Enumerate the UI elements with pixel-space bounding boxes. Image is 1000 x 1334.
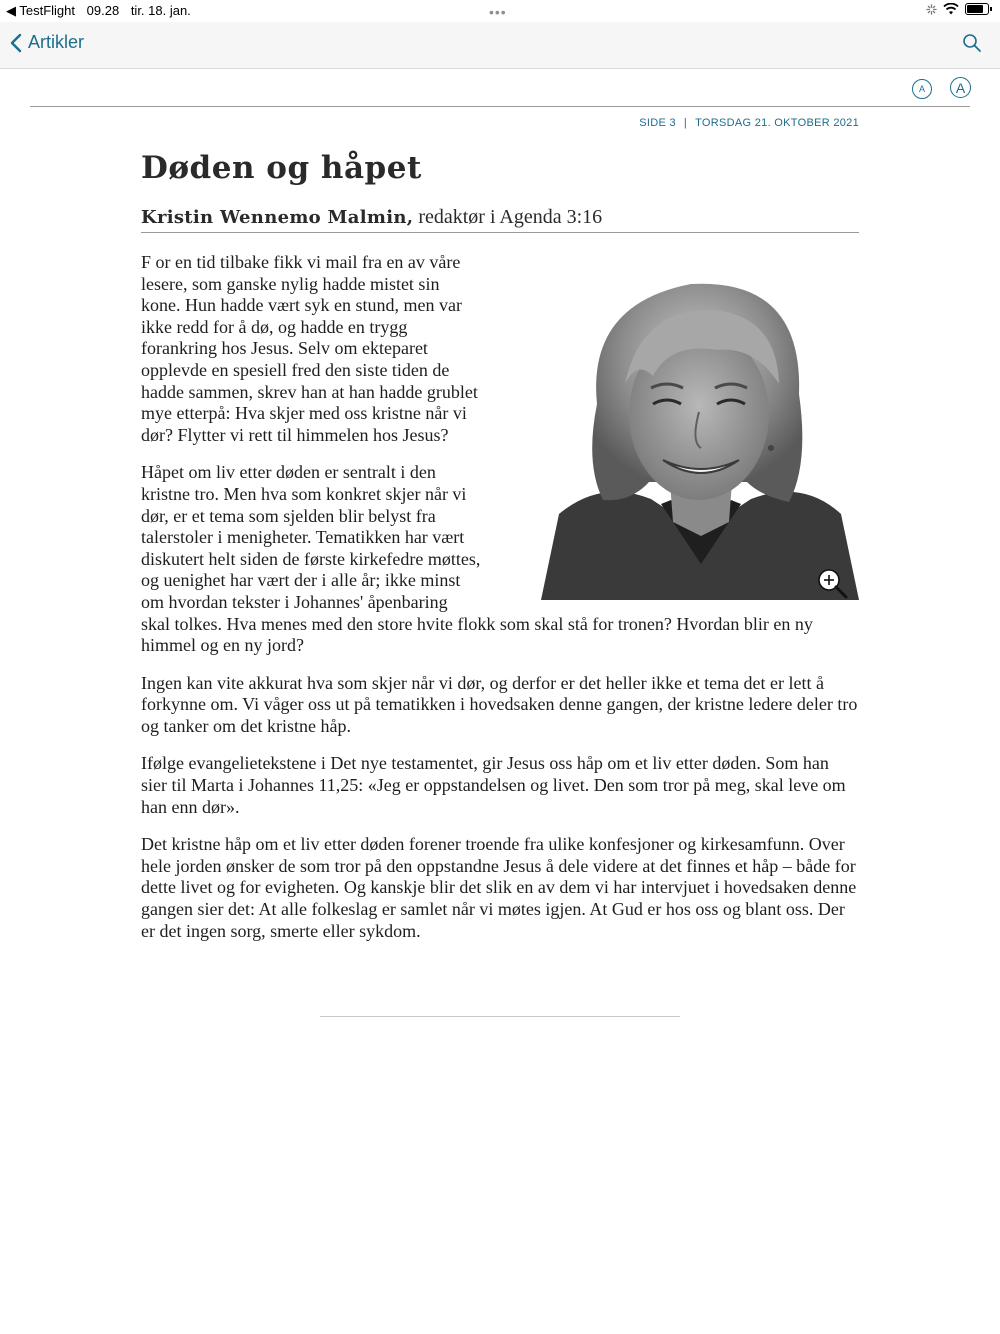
article-title: Døden og håpet [141,150,422,186]
toolbar-divider [30,106,970,107]
article-paragraph: Det kristne håp om et liv etter døden forener troende fra ulike konfesjoner og kirkesamfunn. Over hele jorden ønsker de som tror på den oppstandne Jesus å dele videre at det finnes et håp – både for dette livet og for evigheten. Og kanskje blir det slik en av dem vi har intervjuet i hovedsaken denne gangen sier det: At alle folkeslag er samlet når vi møtes igjen. At Gud er hos oss og blant oss. Der er det ingen sorg, smerte eller sykdom. [141,834,857,941]
navigation-bar [0,22,1000,69]
back-chevron-icon [10,33,22,53]
reader-toolbar [0,68,1000,108]
article-paragraph: Ifølge evangelietekstene i Det nye testamentet, gir Jesus oss håp om et liv etter døden. Som han sier til Marta i Johannes 11,25: «Jeg er oppstandelsen og livet. Den som tror på meg, skal leve om han enn dør». [141,753,846,817]
wifi-icon [943,3,959,15]
decrease-font-button[interactable]: A [912,79,932,99]
increase-font-button[interactable]: A [950,77,971,98]
multitasking-dots[interactable]: ••• [489,4,507,20]
activity-spinner-icon [926,4,937,15]
battery-icon [965,3,989,15]
battery-tip [990,7,992,11]
article-paragraph: Håpet om liv etter døden er sentralt i den kristne tro. Men hva som konkret skjer når vi dør, er et tema som sjelden blir belyst fra talerstoler i menigheter. Tematikken har vært diskutert helt siden de første kirkefedre møttes, og uenighet har vært der i alle år; ikke minst om hvordan tekster i Johannes' åpenbaring skal tolkes. Hva menes med den store hvite flokk som skal stå for tronen? Hvordan blir en ny himmel og en ny jord? [141,462,813,656]
publish-date: TORSDAG 21. OKTOBER 2021 [695,117,859,129]
author-photo[interactable] [541,264,859,600]
article-body [141,252,859,958]
search-button[interactable] [962,33,982,58]
article-end-divider [320,1016,680,1017]
byline [141,206,859,233]
status-bar [0,0,1000,22]
author-role: redaktør i Agenda 3:16 [413,206,603,228]
back-button[interactable] [10,32,84,53]
status-time: 09.28 [86,3,120,18]
portrait-image [541,264,859,600]
zoom-in-icon[interactable] [817,568,849,600]
page-number: SIDE 3 [639,117,676,129]
article-paragraph: F or en tid tilbake fikk vi mail fra en av våre lesere, som ganske nylig hadde mistet sin kone. Hun hadde vært syk en stund, men var ikke redd for å dø, og hadde en trygg forankring hos Jesus. Selv om ekteparet opplevde en spesiell fred den siste tiden de hadde sammen, skrev han at han hadde grublet mye etterpå: Hva skjer med oss kristne når vi dør? Flytter vi rett til himmelen hos Jesus? [141,252,478,445]
search-icon [962,33,982,53]
dateline [540,117,859,129]
status-date: tir. 18. jan. [130,3,191,18]
author-name: Kristin Wennemo Malmin, [141,207,414,228]
status-left [6,3,199,19]
back-button-label: Artikler [28,32,85,52]
testflight-back-link[interactable]: ◀ TestFlight [6,3,76,18]
dateline-separator: | [683,117,688,129]
article-paragraph: Ingen kan vite akkurat hva som skjer når vi dør, og derfor er det heller ikke et tema det er lett å forkynne om. Vi våger oss ut på tematikken i hovedsaken denne gangen, der kristne ledere deler tro og tanker om det kristne håp. [141,672,858,736]
status-right [926,3,992,15]
